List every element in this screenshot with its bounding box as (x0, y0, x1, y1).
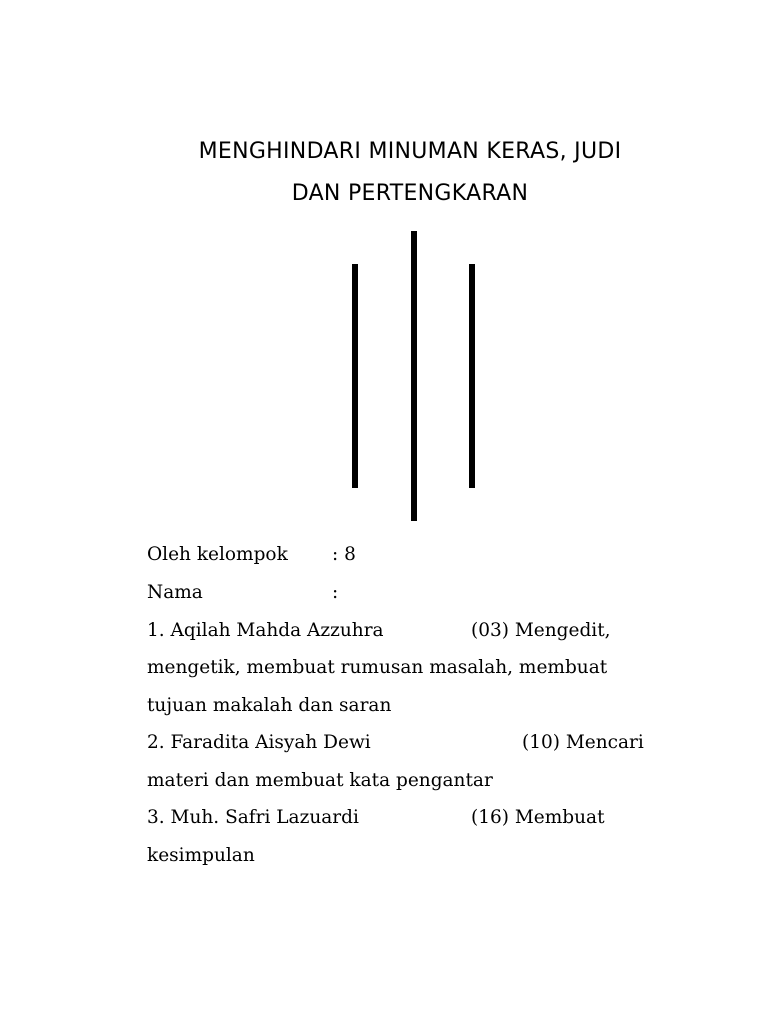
title-line-1: MENGHINDARI MINUMAN KERAS, JUDI (198, 139, 622, 164)
member-name: 2. Faradita Aisyah Dewi (147, 732, 371, 753)
member-task-continuation: mengetik, membuat rumusan masalah, membuat (147, 657, 608, 678)
group-label: Oleh kelompok (147, 544, 288, 565)
member-task-continuation: materi dan membuat kata pengantar (147, 770, 493, 791)
member-task: (16) Membuat (471, 807, 605, 828)
member-task: (10) Mencari (522, 732, 644, 753)
member-task-continuation: kesimpulan (147, 845, 255, 866)
member-name: 1. Aqilah Mahda Azzuhra (147, 620, 384, 641)
group-value: : 8 (332, 544, 356, 565)
title-line-2: DAN PERTENGKARAN (291, 181, 529, 206)
member-task-continuation: tujuan makalah dan saran (147, 695, 392, 716)
vertical-bar-right (469, 264, 475, 488)
name-label: Nama (147, 582, 203, 603)
member-name: 3. Muh. Safri Lazuardi (147, 807, 359, 828)
vertical-bar-center (411, 231, 417, 521)
vertical-bar-left (352, 264, 358, 488)
name-value: : (332, 582, 339, 603)
member-task: (03) Mengedit, (471, 620, 611, 641)
